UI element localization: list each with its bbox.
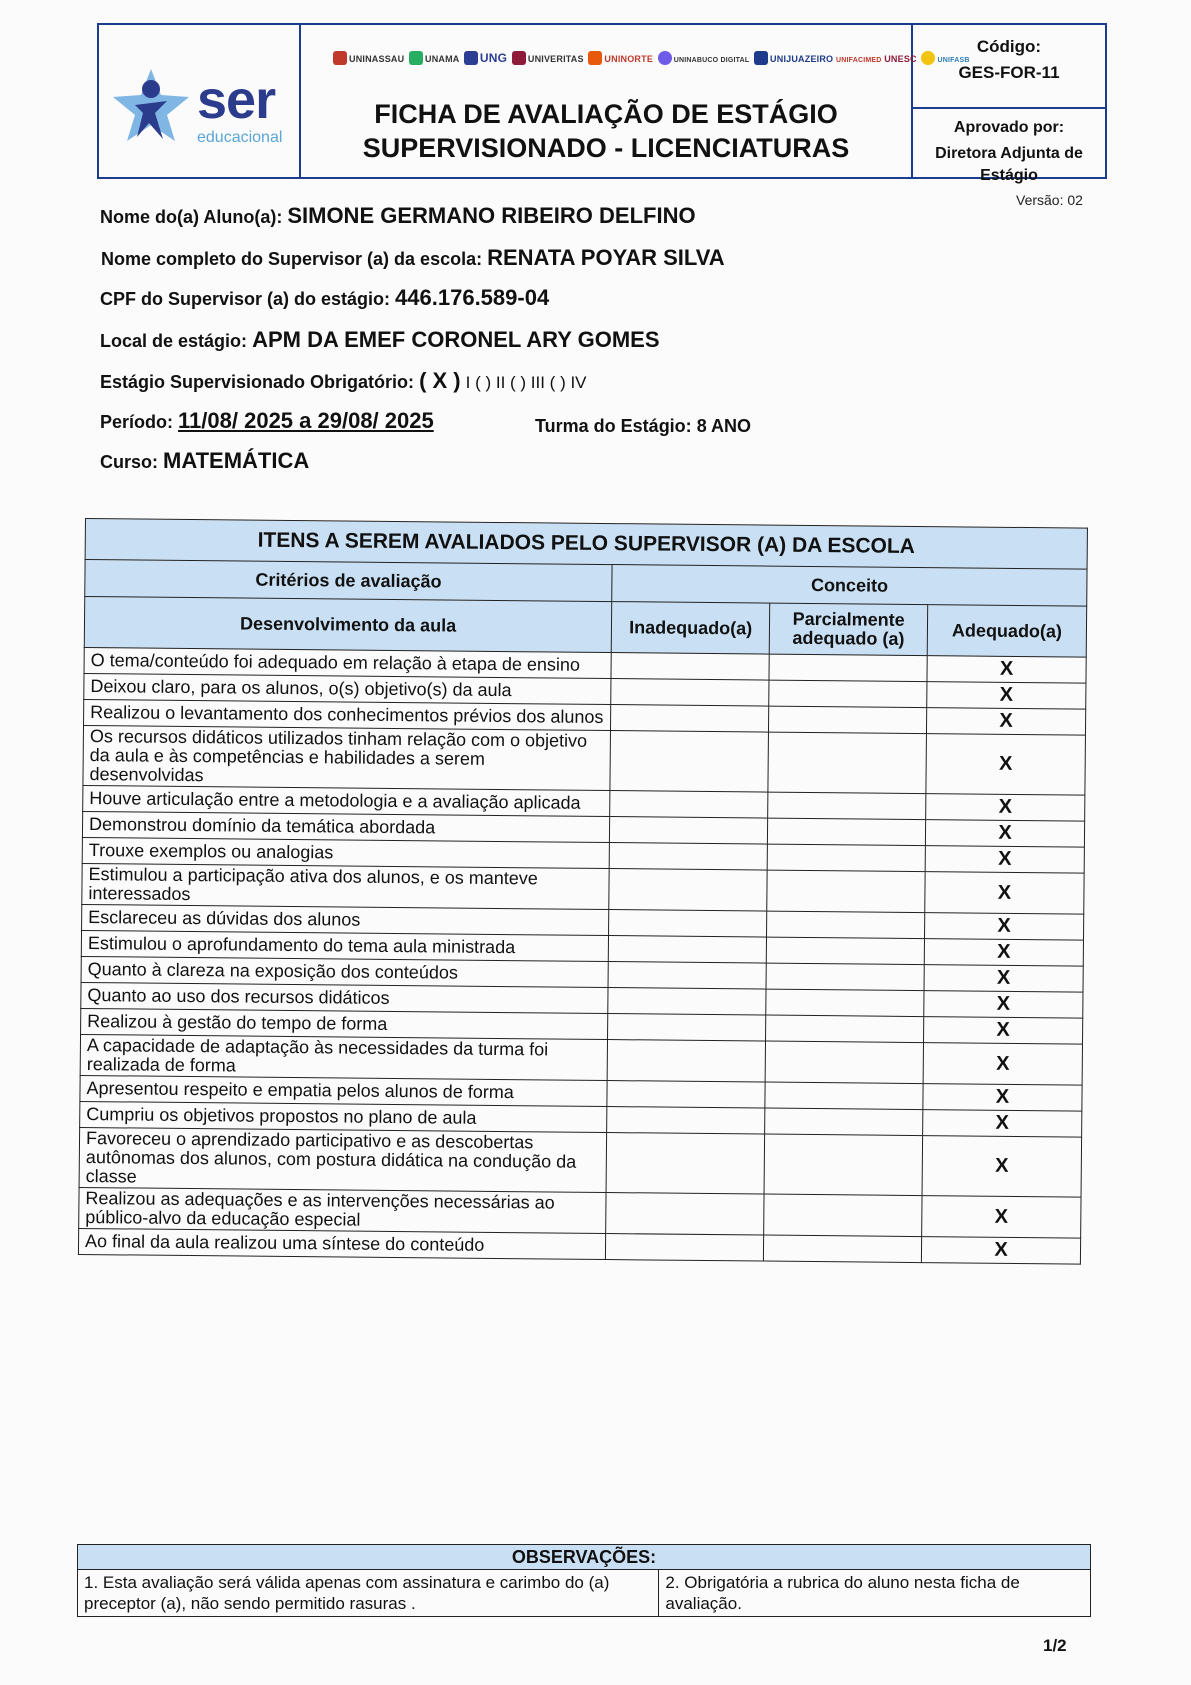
criterion-text: Quanto ao uso dos recursos didáticos (81, 982, 608, 1013)
adequate-mark: X (923, 1110, 1082, 1138)
observations-row (78, 1570, 1091, 1617)
cpf-value: 446.176.589-04 (395, 285, 550, 310)
criterion-text: Favoreceu o aprendizado participativo e as descobertas autônomas dos alunos, com postura didática na condução da classe (79, 1127, 607, 1192)
partial-mark (766, 937, 924, 965)
code-box (913, 25, 1105, 109)
partial-mark (767, 870, 925, 913)
partial-mark (766, 989, 924, 1017)
observation-note-1: 1. Esta avaliação será válida apenas com assinatura e carimbo do (a) preceptor (a), não sendo permitido rasuras . (78, 1570, 659, 1617)
brand-subtitle: educacional (197, 129, 283, 146)
university-logo-icon (588, 51, 602, 65)
adequate-mark: X (923, 1043, 1082, 1086)
university-logos (331, 51, 970, 91)
approved-label: Aprovado por: (953, 119, 1065, 136)
class-line (535, 416, 751, 437)
inadequate-mark (607, 1081, 765, 1109)
section-header: Desenvolvimento da aula (84, 597, 612, 653)
page-number: 1/2 (1043, 1636, 1067, 1655)
partial-mark (768, 732, 926, 794)
local-label: Local de estágio: (100, 331, 248, 351)
adequate-mark: X (927, 682, 1086, 710)
title-line-1: FICHA DE AVALIAÇÃO DE ESTÁGIO (374, 99, 838, 129)
version-label: Versão: 02 (1016, 192, 1083, 208)
inadequate-mark (609, 869, 767, 912)
partial-mark (764, 1194, 922, 1237)
mandatory-label: Estágio Supervisionado Obrigatório: (100, 372, 415, 392)
adequate-mark: X (925, 913, 1084, 941)
inadequate-mark (607, 1040, 765, 1083)
adequate-mark: X (922, 1196, 1081, 1239)
adequate-mark: X (927, 656, 1086, 684)
partial-mark (764, 1235, 922, 1263)
criterion-text: Realizou o levantamento dos conhecimentos prévios dos alunos (84, 699, 611, 730)
mandatory-options: I ( ) II ( ) III ( ) IV (465, 373, 587, 392)
university-name: UNIVERITAS (527, 54, 584, 64)
evaluation-table (78, 518, 1088, 1265)
col-partial-line-1: Parcialmente (792, 608, 905, 630)
university-name: UNG (479, 51, 508, 65)
col-partial (769, 603, 927, 656)
inadequate-mark (611, 679, 769, 707)
partial-mark (764, 1134, 922, 1196)
partial-mark (766, 1015, 924, 1043)
brand-name: ser (197, 70, 276, 130)
university-logo-icon (512, 51, 526, 65)
mandatory-line (100, 368, 587, 394)
adequate-mark: X (925, 872, 1084, 915)
period-label: Período: (100, 412, 174, 432)
adequate-mark: X (924, 991, 1083, 1019)
supervisor-line (101, 245, 725, 271)
table-row (79, 1127, 1082, 1197)
criterion-text: Apresentou respeito e empatia pelos alunos de forma (80, 1075, 607, 1106)
criterion-text: Demonstrou domínio da temática abordada (82, 811, 609, 842)
university-logo-icon (658, 51, 672, 65)
student-name-label: Nome do(a) Aluno(a): (100, 207, 283, 227)
local-line (100, 327, 660, 353)
university-name: UNIFACIMED (835, 57, 882, 64)
code-value: GES-FOR-11 (958, 63, 1060, 82)
inadequate-mark (607, 1107, 765, 1135)
student-name-line (100, 203, 696, 229)
adequate-mark: X (922, 1136, 1082, 1198)
criterion-text: Deixou claro, para os alunos, o(s) objetivo(s) da aula (84, 673, 611, 704)
university-name: UNIJUAZEIRO (770, 54, 834, 64)
criterion-text: Estimulou a participação ativa dos alunos, e os manteve interessados (82, 863, 610, 909)
adequate-mark: X (923, 1084, 1082, 1112)
partial-mark (769, 706, 927, 734)
university-name: UNAMA (425, 54, 460, 64)
title-line-2: SUPERVISIONADO - LICENCIATURAS (362, 133, 850, 163)
title-area (301, 25, 970, 177)
inadequate-mark (610, 817, 768, 845)
partial-mark (765, 1108, 923, 1136)
criterion-text: Realizou à gestão do tempo de forma (81, 1008, 608, 1039)
approved-line-2: Estágio (980, 167, 1038, 184)
inadequate-mark (610, 791, 768, 819)
university-logo-icon (409, 51, 423, 65)
university-name: UNINABUCO DIGITAL (673, 57, 750, 64)
criterion-text: Realizou as adequações e as intervenções necessárias ao público-alvo da educação especial (79, 1187, 607, 1233)
approval-box (913, 109, 1105, 187)
period-line (100, 408, 434, 434)
partial-mark (767, 911, 925, 939)
adequate-mark: X (921, 1237, 1080, 1265)
criterion-text: Os recursos didáticos utilizados tinham relação com o objetivo da aula e às competências e habilidades a serem desenvolvidas (83, 725, 611, 790)
concept-header: Conceito (612, 565, 1087, 607)
observations-table (77, 1544, 1091, 1617)
inadequate-mark (609, 936, 767, 964)
cpf-label: CPF do Supervisor (a) do estágio: (100, 289, 391, 309)
partial-mark (767, 844, 925, 872)
criterion-text: Cumpriu os objetivos propostos no plano de aula (80, 1101, 607, 1132)
class-label: Turma do Estágio: (535, 416, 692, 436)
adequate-mark: X (925, 846, 1084, 874)
adequate-mark: X (924, 939, 1083, 967)
approved-line-1: Diretora Adjunta de (935, 145, 1083, 162)
partial-mark (768, 792, 926, 820)
inadequate-mark (609, 843, 767, 871)
partial-mark (765, 1041, 923, 1084)
supervisor-name: RENATA POYAR SILVA (487, 245, 725, 270)
inadequate-mark (611, 653, 769, 681)
partial-mark (765, 1082, 923, 1110)
observations-title-row (78, 1545, 1091, 1570)
university-name: UNINASSAU (349, 54, 405, 64)
university-name: UNINORTE (604, 54, 654, 64)
code-label: Código: (976, 37, 1042, 56)
criteria-header: Critérios de avaliação (85, 560, 613, 602)
inadequate-mark (606, 1193, 764, 1236)
criterion-text: Estimulou o aprofundamento do tema aula ministrada (81, 930, 608, 961)
period-value: 11/08/ 2025 a 29/08/ 2025 (178, 408, 434, 433)
page-title (301, 97, 911, 165)
university-logo-icon (333, 51, 347, 65)
observation-note-2: 2. Obrigatória a rubrica do aluno nesta ficha de avaliação. (659, 1570, 1091, 1617)
table-title: ITENS A SEREM AVALIADOS PELO SUPERVISOR (A) DA ESCOLA (85, 519, 1087, 570)
observations-title: OBSERVAÇÕES: (78, 1545, 1091, 1570)
supervisor-label: Nome completo do Supervisor (a) da escola: (101, 249, 483, 269)
evaluation-rows (78, 647, 1086, 1264)
adequate-mark: X (926, 794, 1085, 822)
inadequate-mark (608, 988, 766, 1016)
cpf-line (100, 285, 549, 311)
criterion-text: Ao final da aula realizou uma síntese do conteúdo (78, 1228, 605, 1259)
document-header (97, 23, 1107, 184)
inadequate-mark (611, 705, 769, 733)
partial-mark (768, 818, 926, 846)
inadequate-mark (610, 731, 768, 793)
criterion-text: Quanto à clareza na exposição dos conteúdos (81, 956, 608, 987)
inadequate-mark (609, 910, 767, 938)
star-logo-icon (109, 65, 193, 145)
inadequate-mark (606, 1234, 764, 1262)
partial-mark (766, 963, 924, 991)
university-name: UNESC (884, 54, 917, 64)
partial-mark (769, 680, 927, 708)
course-value: MATEMÁTICA (163, 448, 310, 473)
criterion-text: A capacidade de adaptação às necessidades da turma foi realizada de forma (80, 1034, 608, 1080)
adequate-mark: X (927, 708, 1086, 736)
table-row (83, 725, 1086, 795)
course-line (100, 448, 309, 474)
inadequate-mark (606, 1133, 764, 1195)
inadequate-mark (608, 962, 766, 990)
university-logo-icon (754, 51, 768, 65)
criterion-text: Trouxe exemplos ou analogias (82, 837, 609, 868)
course-label: Curso: (100, 452, 158, 472)
inadequate-mark (608, 1014, 766, 1042)
partial-mark (769, 654, 927, 682)
col-inadequate: Inadequado(a) (611, 602, 769, 655)
code-area (913, 25, 1105, 184)
university-name: UNIFASB (937, 57, 970, 64)
adequate-mark: X (925, 820, 1084, 848)
adequate-mark: X (926, 734, 1086, 796)
adequate-mark: X (924, 965, 1083, 993)
local-value: APM DA EMEF CORONEL ARY GOMES (252, 327, 660, 352)
class-value: 8 ANO (696, 416, 752, 436)
mandatory-mark: ( X ) (419, 368, 461, 393)
university-logo-icon (464, 51, 478, 65)
col-partial-line-2: adequado (a) (792, 627, 905, 649)
criterion-text: Esclareceu as dúvidas dos alunos (82, 904, 609, 935)
criterion-text: O tema/conteúdo foi adequado em relação à etapa de ensino (84, 647, 611, 678)
student-name: SIMONE GERMANO RIBEIRO DELFINO (287, 203, 696, 228)
col-adequate: Adequado(a) (927, 605, 1086, 658)
criterion-text: Houve articulação entre a metodologia e a avaliação aplicada (83, 785, 610, 816)
adequate-mark: X (924, 1017, 1083, 1045)
logo-area (99, 25, 301, 177)
